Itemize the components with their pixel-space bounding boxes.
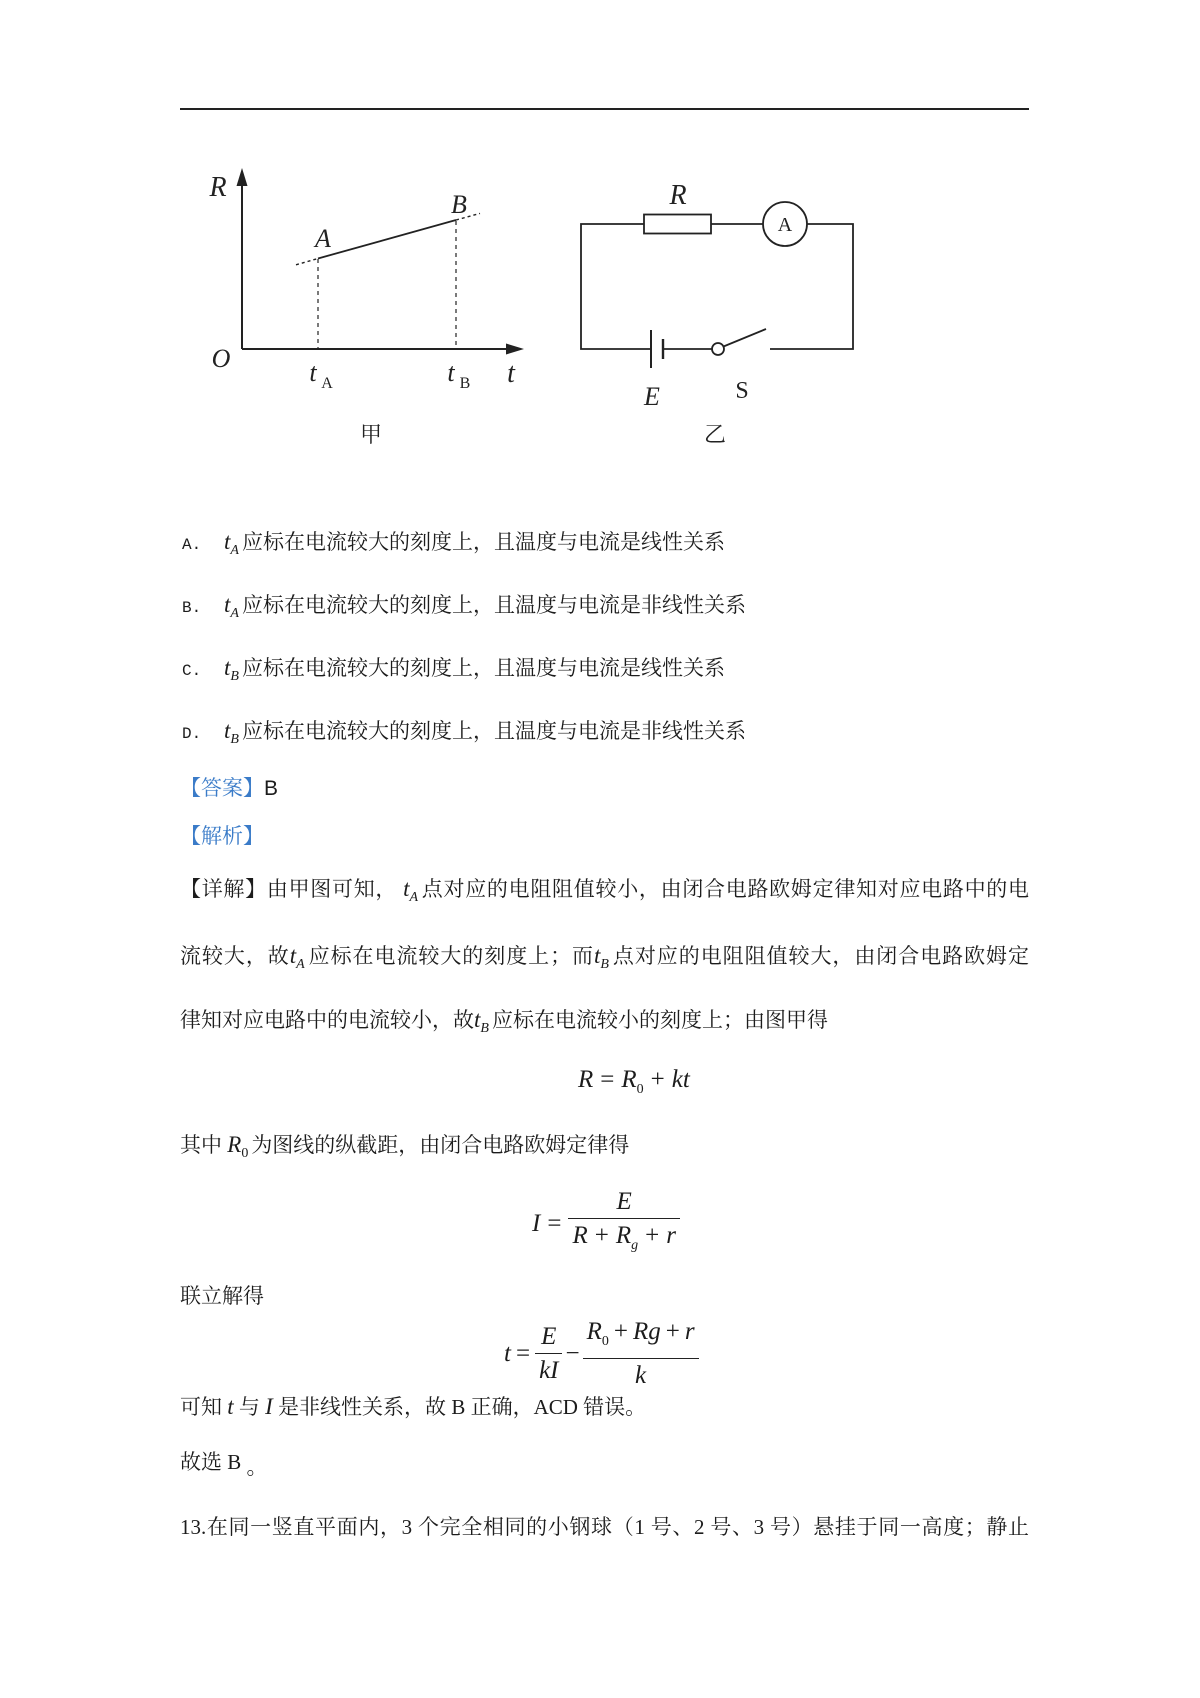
option-d-subscript: B [230,732,239,747]
option-a-label: A. [182,536,202,554]
where-text-b: 为图线的纵截距，由闭合电路欧姆定律得 [251,1133,630,1157]
switch-blade [724,329,767,347]
switch-label: S [735,378,749,404]
conclusion-text-d: 正确， [470,1395,534,1419]
analysis-tag: 【解析】 [180,824,264,848]
eq2-den-plus-1: + [594,1222,609,1249]
eq1-kt: kt [671,1066,690,1093]
resistor-label: R [669,180,687,211]
option-b-subscript: A [230,606,239,621]
figures [0,0,1200,470]
eq1-r0: R [621,1066,637,1093]
answer-tag: 【答案】 [180,776,264,800]
detail-line-2 [180,940,1029,972]
next-question-line [180,1511,1029,1543]
eq2-fraction [568,1186,680,1261]
option-c-variable: t [224,655,231,680]
resistance-time-line [318,220,456,259]
equation-resistance [578,1062,690,1108]
equation-temperature [504,1316,699,1391]
x-axis-label: t [507,358,515,389]
eq2-den-rg: R [615,1222,632,1249]
eq2-den-r-internal: r [666,1222,676,1249]
tick-tb-subscript: B [459,375,471,392]
detail-tag: 【详解】 [180,877,267,901]
detail-line-2-text-c: 点对应的电阻阻值较大，由闭合电路欧姆定 [611,944,1029,968]
eq3-fraction-2-denominator [583,1358,699,1391]
x-axis-arrow [506,344,524,355]
answer-value: B [264,777,279,800]
tick-ta-variable: t [309,358,317,387]
option-d-text: 应标在电流较大的刻度上，且温度与电流是非线性关系 [241,719,746,743]
option-a [180,526,725,558]
choose-text: 故选 [180,1450,222,1474]
option-a-text: 应标在电流较大的刻度上，且温度与电流是线性关系 [241,530,725,554]
option-b-variable: t [224,592,231,617]
detail-line-3 [180,1004,828,1036]
option-b [180,589,746,621]
detail-line-2-subscript-1: A [296,957,305,972]
eq3-f1-den: kI [539,1357,559,1384]
detail-line-2-subscript-2: B [600,957,609,972]
option-c-subscript: B [230,669,239,684]
detail-line-2-variable-1: t [289,943,297,968]
conclusion-line [180,1391,646,1423]
eq2-num-e: E [616,1188,632,1215]
eq2-den-rg-subscript: g [631,1238,639,1253]
option-c-label: C. [182,662,202,680]
eq2-den-plus-2: + [645,1222,660,1249]
eq3-f2-r0: R [586,1318,602,1345]
eq3-fraction-2 [583,1316,699,1391]
eq3-f2-den: k [635,1362,647,1389]
detail-line-2-text-a: 流较大，故 [180,944,290,968]
option-c [180,652,725,684]
option-d-variable: t [224,718,231,743]
choose-line [180,1446,268,1478]
eq3-f1-num: E [541,1323,557,1350]
eq1-plus: + [650,1066,665,1093]
option-d-label: D. [182,725,202,743]
conclusion-text-c: 是非线性关系，故 [278,1395,447,1419]
eq2-numerator [613,1186,636,1218]
y-axis-arrow [237,168,248,186]
next-question-text: 13.在同一竖直平面内，3 个完全相同的小钢球（1 号、2 号、3 号）悬挂于同一高度；静止 [180,1515,1029,1539]
eq3-f2-plus-1: + [613,1318,628,1345]
eq3-f2-plus-2: + [665,1318,680,1345]
option-b-label: B. [182,599,202,617]
choose-option: B [227,1450,242,1474]
eq3-fraction-1-denominator [535,1353,562,1386]
detail-line-1 [180,873,1029,905]
origin-label: O [211,344,231,373]
conclusion-text-b: 与 [238,1395,260,1419]
option-a-subscript: A [230,543,239,558]
answer-line [180,772,278,804]
eq3-fraction-1 [535,1321,562,1386]
eq2-equals: = [547,1209,562,1237]
where-variable: R [227,1132,242,1157]
solve-text: 联立解得 [180,1284,264,1308]
tick-ta-subscript: A [321,375,333,392]
eq3-f2-r: r [684,1318,695,1345]
ammeter-label: A [777,214,793,236]
battery-label: E [644,382,660,411]
resistor [644,215,711,234]
option-b-text: 应标在电流较大的刻度上，且温度与电流是非线性关系 [241,593,746,617]
figure-jia-caption: 甲 [359,423,383,448]
line-extension-left [296,259,318,265]
conclusion-text-e: 错误。 [583,1395,647,1419]
conclusion-variable-i: I [265,1394,273,1419]
eq1-r0-subscript: 0 [636,1082,644,1097]
equation-current [532,1186,680,1261]
conclusion-wrong-options: ACD [533,1395,578,1419]
detail-line-3-variable: t [474,1007,481,1032]
detail-line-1-text-b: 点对应的电阻阻值较小，由闭合电路欧姆定律知对应电路中的电 [421,877,1029,901]
detail-line-3-text-a: 律知对应电路中的电流较小，故 [180,1008,474,1032]
detail-line-2-variable-2: t [594,943,601,968]
figure-yi-caption: 乙 [703,423,727,448]
tick-tb-variable: t [447,358,455,387]
eq3-fraction-2-numerator [583,1316,699,1358]
eq3-equals: = [515,1339,531,1367]
conclusion-text-a: 可知 [180,1395,222,1419]
eq3-fraction-1-numerator [537,1321,560,1353]
conclusion-variable-t: t [227,1394,234,1419]
eq2-denominator [568,1218,680,1261]
detail-line-2-text-b: 应标在电流较大的刻度上；而 [307,944,594,968]
detail-line-3-text-b: 应标在电流较小的刻度上；由图甲得 [491,1008,828,1032]
detail-line-1-text-a: 由甲图可知， [266,877,398,901]
choose-period: 。 [246,1455,268,1478]
eq3-f2-rg: Rg [632,1318,661,1345]
analysis-line [180,820,264,852]
eq3-minus: − [565,1339,580,1367]
where-text-a: 其中 [180,1133,222,1157]
detail-line-1-variable: t [403,876,410,901]
where-line [180,1129,629,1161]
point-a-label: A [315,224,331,253]
eq2-den-r: R [572,1222,588,1249]
point-b-label: B [451,190,467,219]
figure-jia [208,168,524,448]
eq2-lhs: I [532,1209,541,1237]
eq3-lhs: t [504,1339,511,1367]
y-axis-label: R [209,172,227,203]
option-c-text: 应标在电流较大的刻度上，且温度与电流是线性关系 [241,656,725,680]
solve-line [180,1280,264,1312]
where-subscript: 0 [241,1146,249,1161]
detail-line-1-subscript: A [409,890,419,905]
option-d [180,715,746,747]
eq1-equals: = [600,1066,615,1093]
option-a-variable: t [224,529,231,554]
eq1-lhs: R [578,1066,594,1093]
circuit-wire-left-top [581,224,651,349]
switch-pivot [712,343,724,355]
conclusion-correct-option: B [451,1395,466,1419]
eq3-f2-r0-subscript: 0 [601,1334,609,1349]
detail-line-3-subscript: B [480,1021,489,1036]
figure-yi [581,180,853,448]
